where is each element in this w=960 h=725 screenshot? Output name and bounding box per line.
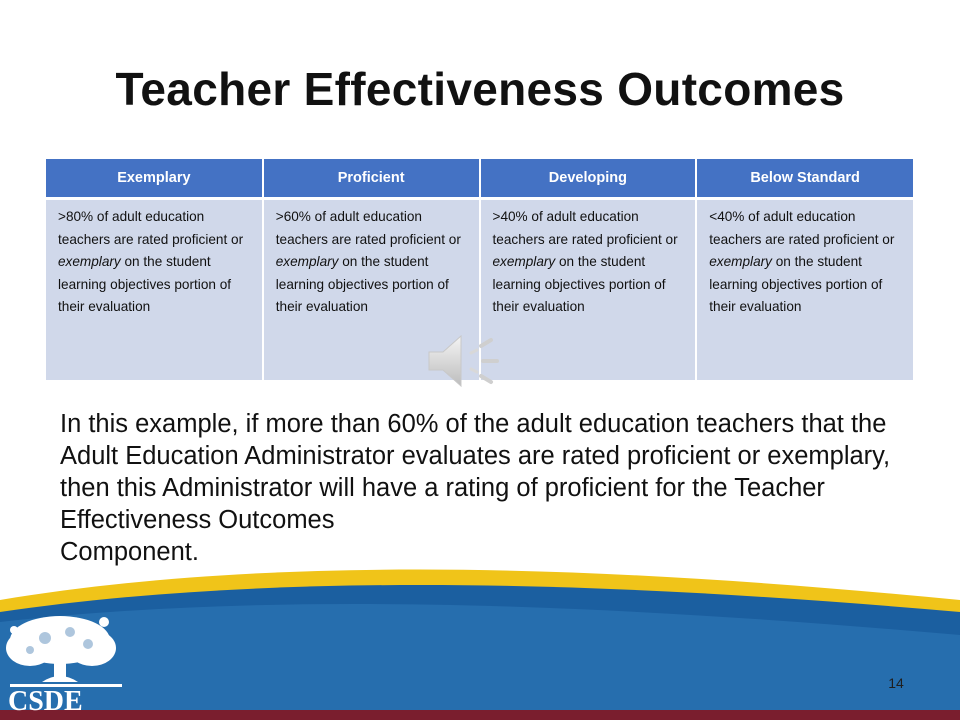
- table-header-row: [46, 159, 913, 199]
- cell-developing: >40% of adult education teachers are rated proficient or exemplary on the student learning objectives portion of their evaluation: [480, 199, 697, 381]
- speaker-icon[interactable]: [425, 330, 515, 392]
- header-below-standard: Below Standard: [696, 159, 913, 199]
- logo-text: CSDE: [8, 686, 83, 717]
- body-paragraph: [60, 408, 910, 568]
- body-line-component: Component.: [60, 538, 199, 566]
- slide-title: Teacher Effectiveness Outcomes: [115, 63, 845, 115]
- csde-logo: [0, 610, 150, 720]
- header-proficient: Proficient: [263, 159, 480, 199]
- cell-below-standard: <40% of adult education teachers are rated proficient or exemplary on the student learning objectives portion of their evaluation: [696, 199, 913, 381]
- body-line: In this example, if more than 60% of the adult education teachers that the Adult Education Administrator evaluates are rated proficient or exemplary, then this Administrator will have a rating of proficient for the Teacher Effectiveness Outcomes: [60, 410, 891, 534]
- header-developing: Developing: [480, 159, 697, 199]
- cell-exemplary: >80% of adult education teachers are rated proficient or exemplary on the student learning objectives portion of their evaluation: [46, 199, 263, 381]
- cell-proficient: >60% of adult education teachers are rated proficient or exemplary on the student learning objectives portion of their evaluation: [263, 199, 480, 381]
- header-exemplary: Exemplary: [46, 159, 263, 199]
- page-number: 14: [888, 675, 904, 691]
